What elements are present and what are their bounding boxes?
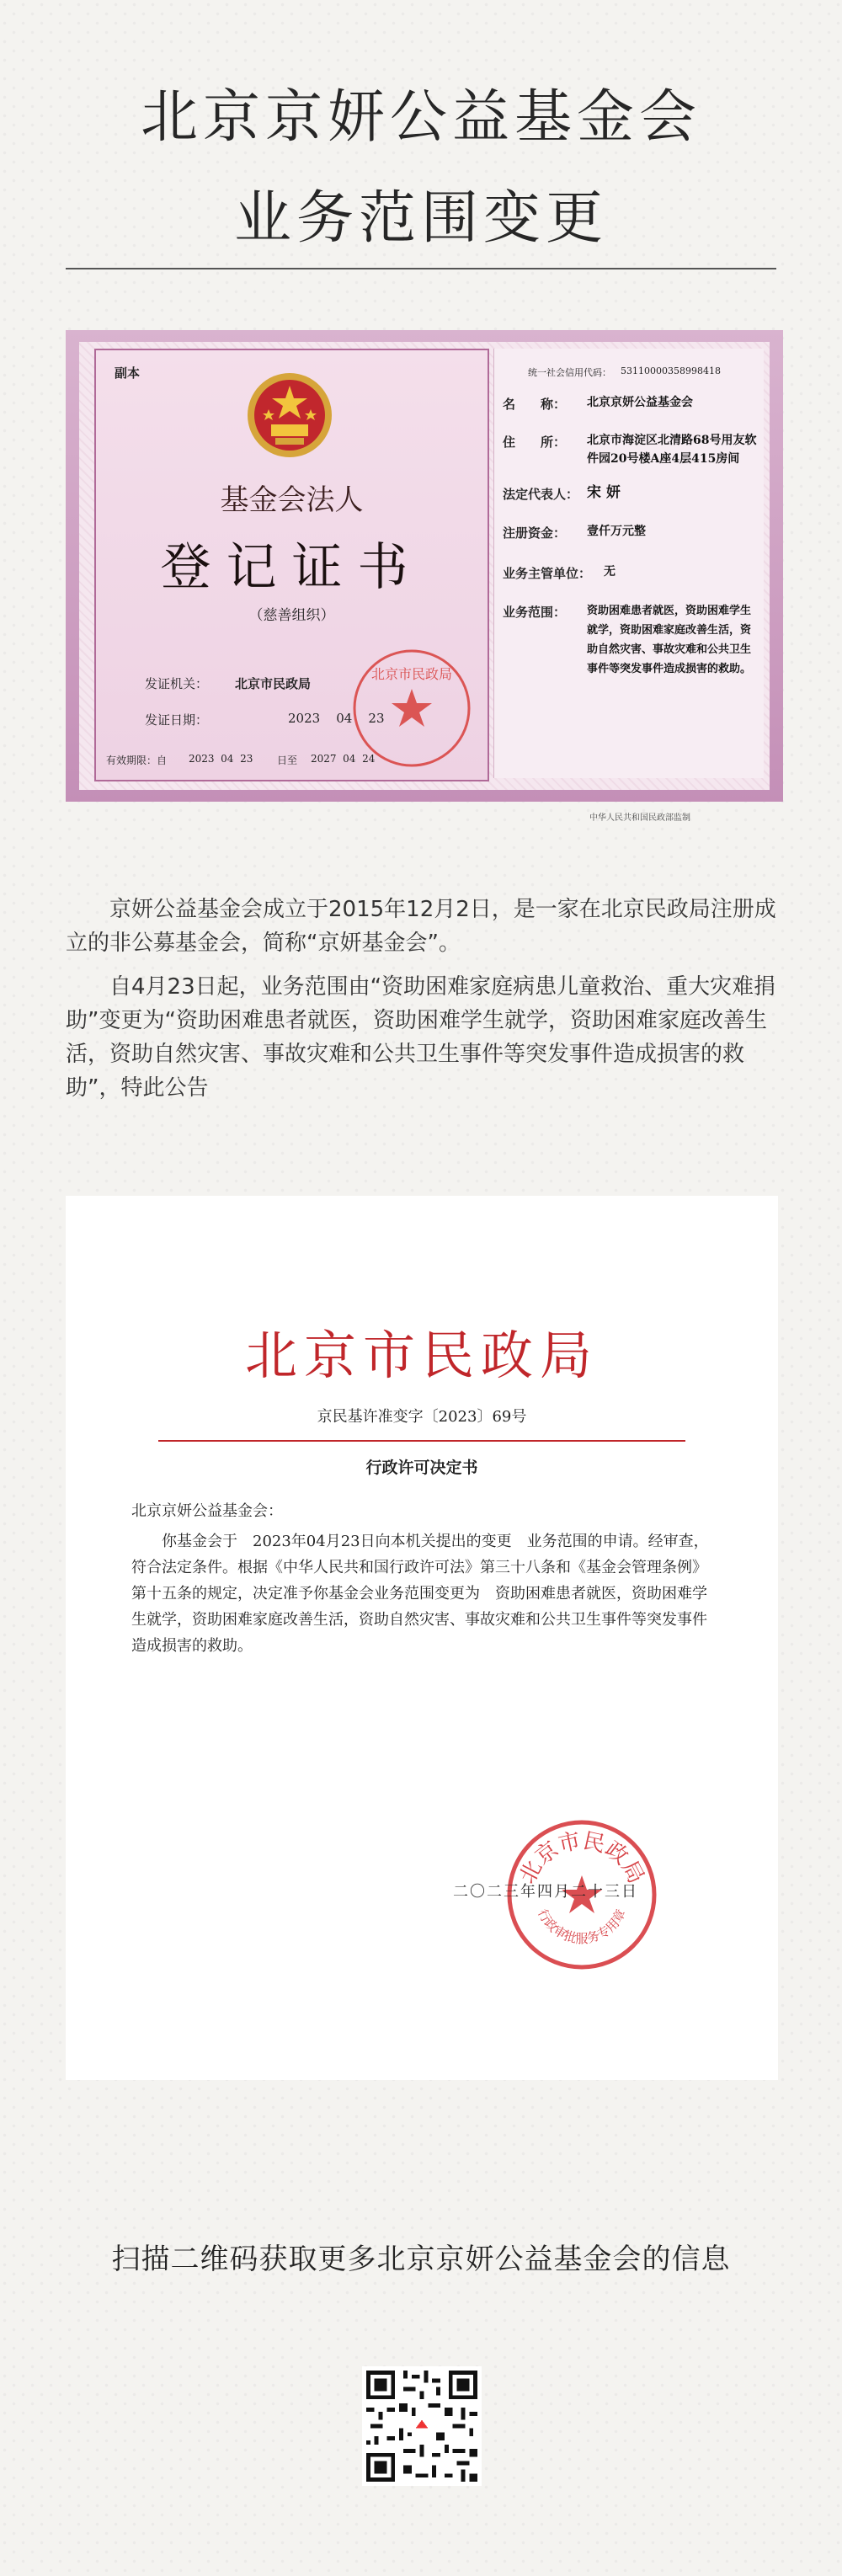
seal-top-text: 北京市民政局 bbox=[514, 1828, 649, 1888]
field-capital-label: 注册资金： bbox=[503, 525, 567, 541]
issuer-label: 发证机关： bbox=[145, 676, 209, 691]
field-address-value: 北京市海淀区北清路68号用友软件园20号楼A座4层415房间 bbox=[587, 434, 757, 466]
field-scope-label: 业务范围： bbox=[503, 605, 567, 620]
validity-mid: 日至 bbox=[277, 755, 298, 766]
certificate-seal-text: 北京市民政局 bbox=[370, 666, 453, 682]
field-representative-value: 宋 妍 bbox=[587, 484, 621, 501]
document-date: 二〇二三年四月二十三日 bbox=[453, 1883, 638, 1901]
certificate-type: 基金会法人 bbox=[220, 483, 364, 517]
permit-decision-document bbox=[66, 1196, 778, 2080]
seal-bottom-text: 行政审批服务专用章 bbox=[535, 1907, 629, 1947]
title-divider bbox=[66, 268, 776, 269]
document-red-rule bbox=[158, 1440, 685, 1442]
qr-code-icon[interactable] bbox=[362, 2366, 482, 2486]
field-scope-value: 资助困难患者就医，资助困难学生就学，资助困难家庭改善生活，资助自然灾害、事故灾难和公共卫生事件等突发事件造成损害的救助。 bbox=[587, 605, 752, 675]
certificate-left-panel bbox=[94, 349, 489, 781]
registration-certificate-image bbox=[66, 330, 783, 802]
page-subtitle: 业务范围变更 bbox=[233, 185, 608, 252]
certificate-seal-icon bbox=[349, 645, 475, 771]
copy-label: 副本 bbox=[115, 365, 141, 381]
document-number: 京民基许准变字〔2023〕69号 bbox=[317, 1408, 527, 1426]
issue-date-value: 2023 04 23 bbox=[288, 711, 385, 726]
certificate-right-panel bbox=[493, 349, 764, 778]
national-emblem-icon bbox=[243, 369, 336, 461]
issue-date-label: 发证日期： bbox=[145, 712, 209, 728]
field-supervisor-value: 无 bbox=[604, 565, 616, 579]
credit-code-value: 53110000358998418 bbox=[621, 365, 721, 376]
field-name-label: 名 称： bbox=[503, 397, 567, 412]
certificate-paper bbox=[79, 342, 770, 790]
document-addressee: 北京京妍公益基金会： bbox=[131, 1502, 283, 1520]
validity-to: 2027 04 24 bbox=[311, 753, 376, 765]
validity-label: 有效期限：自 bbox=[106, 755, 168, 766]
page-title: 北京京妍公益基金会 bbox=[140, 84, 701, 151]
certificate-name: 登记证书 bbox=[160, 538, 424, 597]
field-address-label: 住 所： bbox=[503, 435, 567, 450]
validity-from: 2023 04 23 bbox=[189, 753, 253, 765]
field-supervisor-label: 业务主管单位： bbox=[503, 566, 592, 581]
document-body: 你基金会于 2023年04月23日向本机关提出的变更 业务范围的申请。经审查，符合法定条件。根据《中华人民共和国行政许可法》第三十八条和《基金会管理条例》第十五条的规定，决定准予你基金会业务范围变更为 资助困难患者就医，资助困难学生就学，资助困难家庭改善生活，资助自然灾害、事故灾难和公共卫生事件等突发事件造成损害的救助。 bbox=[131, 1533, 709, 1655]
field-name-value: 北京京妍公益基金会 bbox=[587, 396, 693, 409]
qr-prompt: 扫描二维码获取更多北京京妍公益基金会的信息 bbox=[111, 2243, 731, 2276]
intro-paragraph-2: 自4月23日起，业务范围由“资助困难家庭病患儿童救治、重大灾难捐助”变更为“资助困难患者就医，资助困难学生就学，资助困难家庭改善生活，资助自然灾害、事故灾难和公共卫生事件等突发事件造成损害的救助”，特此公告 bbox=[66, 974, 776, 1101]
certificate-footer-note: 中华人民共和国民政部监制 bbox=[589, 813, 690, 823]
field-capital-value: 壹仟万元整 bbox=[587, 525, 646, 538]
credit-code-label: 统一社会信用代码： bbox=[528, 367, 611, 378]
intro-paragraph-1: 京妍公益基金会成立于2015年12月2日，是一家在北京民政局注册成立的非公募基金会，简称“京妍基金会”。 bbox=[66, 897, 776, 956]
issuer-value: 北京市民政局 bbox=[235, 676, 312, 691]
certificate-subtitle: （慈善组织） bbox=[248, 607, 335, 624]
document-issuer: 北京市民政局 bbox=[244, 1325, 599, 1386]
document-title: 行政许可决定书 bbox=[365, 1459, 478, 1477]
field-representative-label: 法定代表人： bbox=[503, 487, 579, 502]
